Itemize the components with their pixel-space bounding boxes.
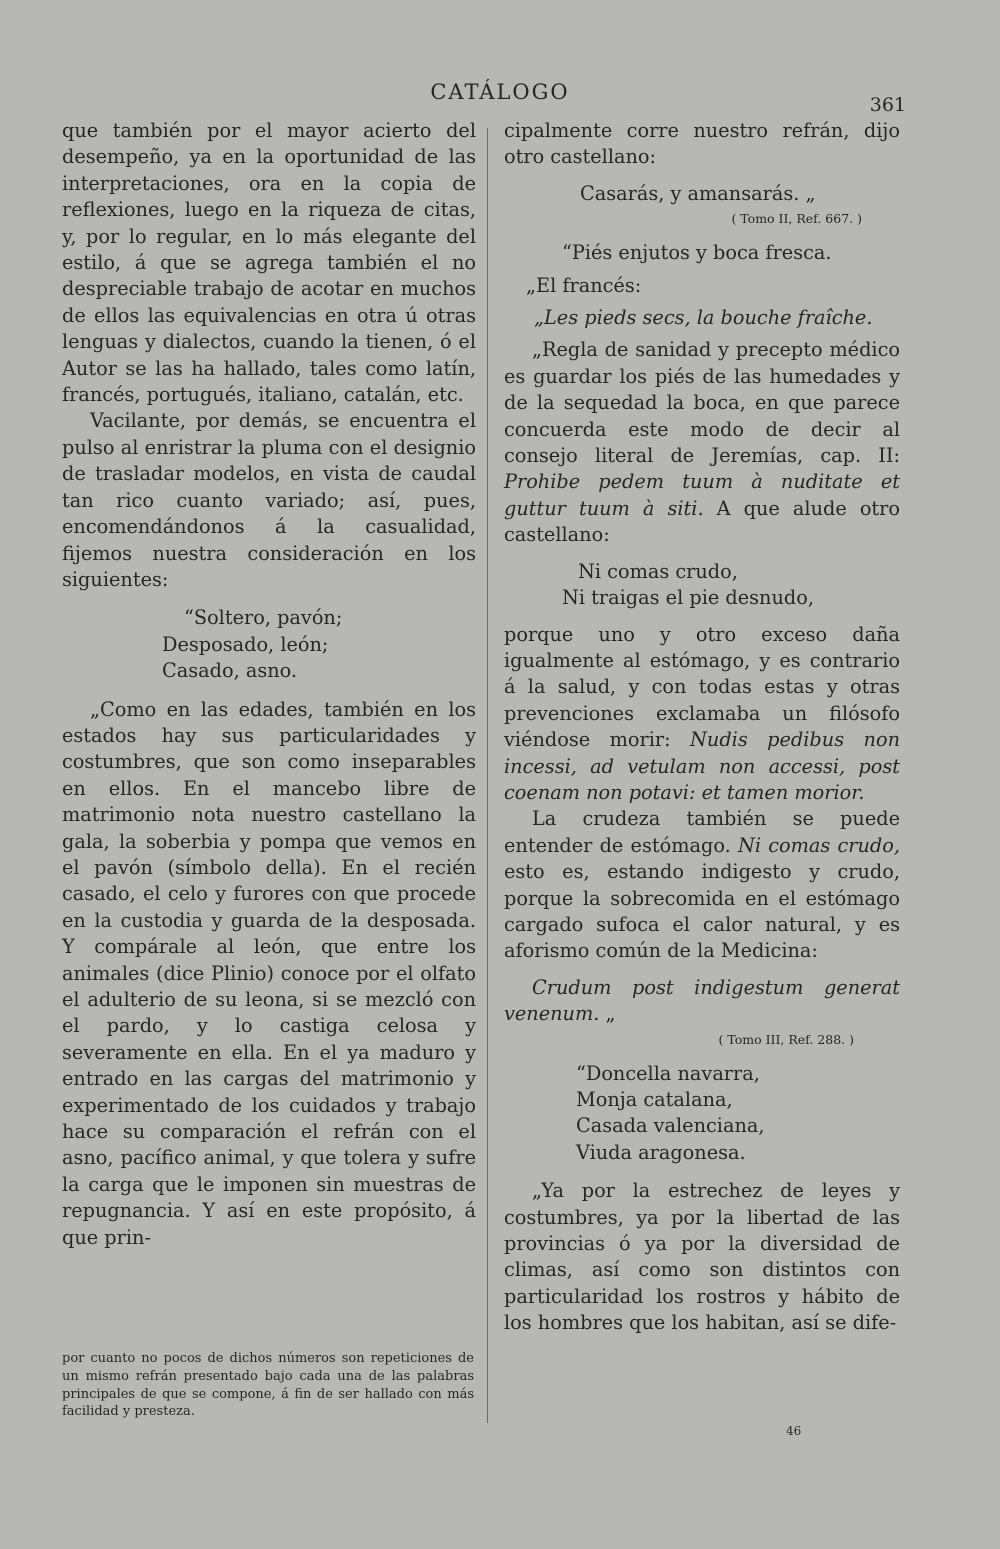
quote-line: „El francés:	[526, 273, 642, 297]
quoted-phrase: Ni comas crudo,	[737, 833, 901, 857]
paragraph: „Ya por la estrechez de leyes y costumbres, ya por la libertad de las provincias ó ya por la diversidad de climas, así como son distintos con particularidad los rostros y hábito de los hombres que los habitan, así se dife-	[504, 1179, 900, 1335]
footnote: por cuanto no pocos de dichos números son repeticiones de un mismo refrán presentado bajo cada una de las palabras principales de que se compone, á fin de ser hallado con más facilidad y presteza.	[62, 1351, 474, 1420]
page-number: 361	[869, 94, 906, 116]
signature-mark: 46	[786, 1424, 802, 1438]
right-column	[504, 118, 900, 1337]
verse-line: Viuda aragonesa.	[576, 1140, 746, 1164]
latin-quote: Crudum post indigestum generat venenum.	[504, 975, 900, 1026]
verse-line: Casado, asno.	[162, 659, 298, 683]
verse-line: “Doncella navarra,	[576, 1061, 760, 1085]
latin-quote: Nudis pedibus non incessi, ad vetulam non accessi, post coenam non potavi: et tamen morior.	[504, 728, 900, 804]
verse-line: “Soltero, pavón;	[184, 606, 343, 630]
text-span: esto es, estando indigesto y crudo, porque la sobrecomida en el estómago cargado sufoca el calor natural, y es aforismo común de la Medicina:	[504, 860, 900, 963]
running-head: CATÁLOGO	[430, 80, 570, 104]
latin-aphorism	[504, 975, 900, 1028]
verse-line: Desposado, león;	[162, 632, 329, 656]
quote-line: Casarás, y amansarás. „	[580, 181, 816, 205]
text-span: „	[599, 1002, 616, 1026]
quote-line-french: „Les pieds secs, la bouche fraîche.	[534, 306, 873, 330]
verse-block	[576, 1061, 900, 1167]
paragraph: „Como en las edades, también en los estados hay sus particularidades y costumbres, que son como inseparables en ellos. En el mancebo libre de matrimonio nota nuestro castellano la gala, la soberbia y pompa que vemos en el pavón (símbolo della). En el recién casado, el celo y furores con que procede en la custodia y guarda de la desposada. Y compárale al león, que entre los animales (dice Plinio) conoce por el olfato el adulterio de su leona, si se mezcló con el pardo, y lo castiga celosa y severamente en ella. En el ya maduro y entrado en las cargas del matrimonio y experimentado de los cuidados y trabajo hace su comparación el refrán con el asno, pacífico animal, y que tolera y sufre la carga que le imponen sin muestras de repugnancia. Y así en este propósito, á que prin-	[62, 697, 476, 1249]
verse-line: Monja catalana,	[576, 1088, 733, 1111]
column-divider	[487, 128, 488, 1423]
text-span: „Regla de sanidad y precepto médico es guardar los piés de las humedades y de la sequedad la boca, en que parece concuerda este modo de decir al consejo literal de Jeremías, cap. II:	[504, 338, 900, 468]
paragraph	[504, 806, 900, 964]
paragraph	[504, 622, 900, 807]
left-column	[62, 118, 476, 1251]
paragraph: Vacilante, por demás, se encuentra el pulso al enristrar la pluma con el designio de trasladar modelos, en vista de caudal tan rico cuanto variado; así, pues, encomendándonos á la casualidad, fijemos nuestra consideración en los siguientes:	[62, 409, 476, 591]
paragraph	[504, 337, 900, 548]
reference-note: ( Tomo III, Ref. 288. )	[718, 1031, 854, 1047]
verse-block	[562, 559, 900, 612]
paragraph: cipalmente corre nuestro refrán, dijo otro castellano:	[504, 119, 900, 169]
paragraph: que también por el mayor acierto del desempeño, ya en la oportunidad de las interpretaciones, ora en la copia de reflexiones, luego en la riqueza de citas, y, por lo regular, en lo más elegante del estilo, á que se agrega también el no despreciable trabajo de acotar en muchos de ellos las equivalencias en otra ú otras lenguas y dialectos, cuando la tienen, ó el Autor se las ha hallado, tales como latín, francés, portugués, italiano, catalán, etc.	[62, 119, 476, 407]
verse-line: Ni comas crudo,	[578, 559, 738, 583]
text-span: porque uno y otro exceso daña igualmente al estómago, y es contrario á la salud, y con todas estas y otras prevenciones exclamaba un filósofo viéndose morir:	[504, 622, 900, 752]
text-span: A que alude otro castellano:	[504, 496, 900, 547]
reference-note: ( Tomo II, Ref. 667. )	[731, 211, 862, 227]
verse-block	[162, 605, 476, 684]
verse-line: Casada valenciana,	[576, 1114, 765, 1138]
verse-line: Ni traigas el pie desnudo,	[562, 586, 814, 610]
text-span: La crudeza también se puede entender de estómago.	[504, 807, 900, 857]
latin-quote: Prohibe pedem tuum à nuditate et guttur tuum à siti.	[504, 470, 900, 520]
quote-line: “Piés enjutos y boca fresca.	[562, 241, 832, 265]
